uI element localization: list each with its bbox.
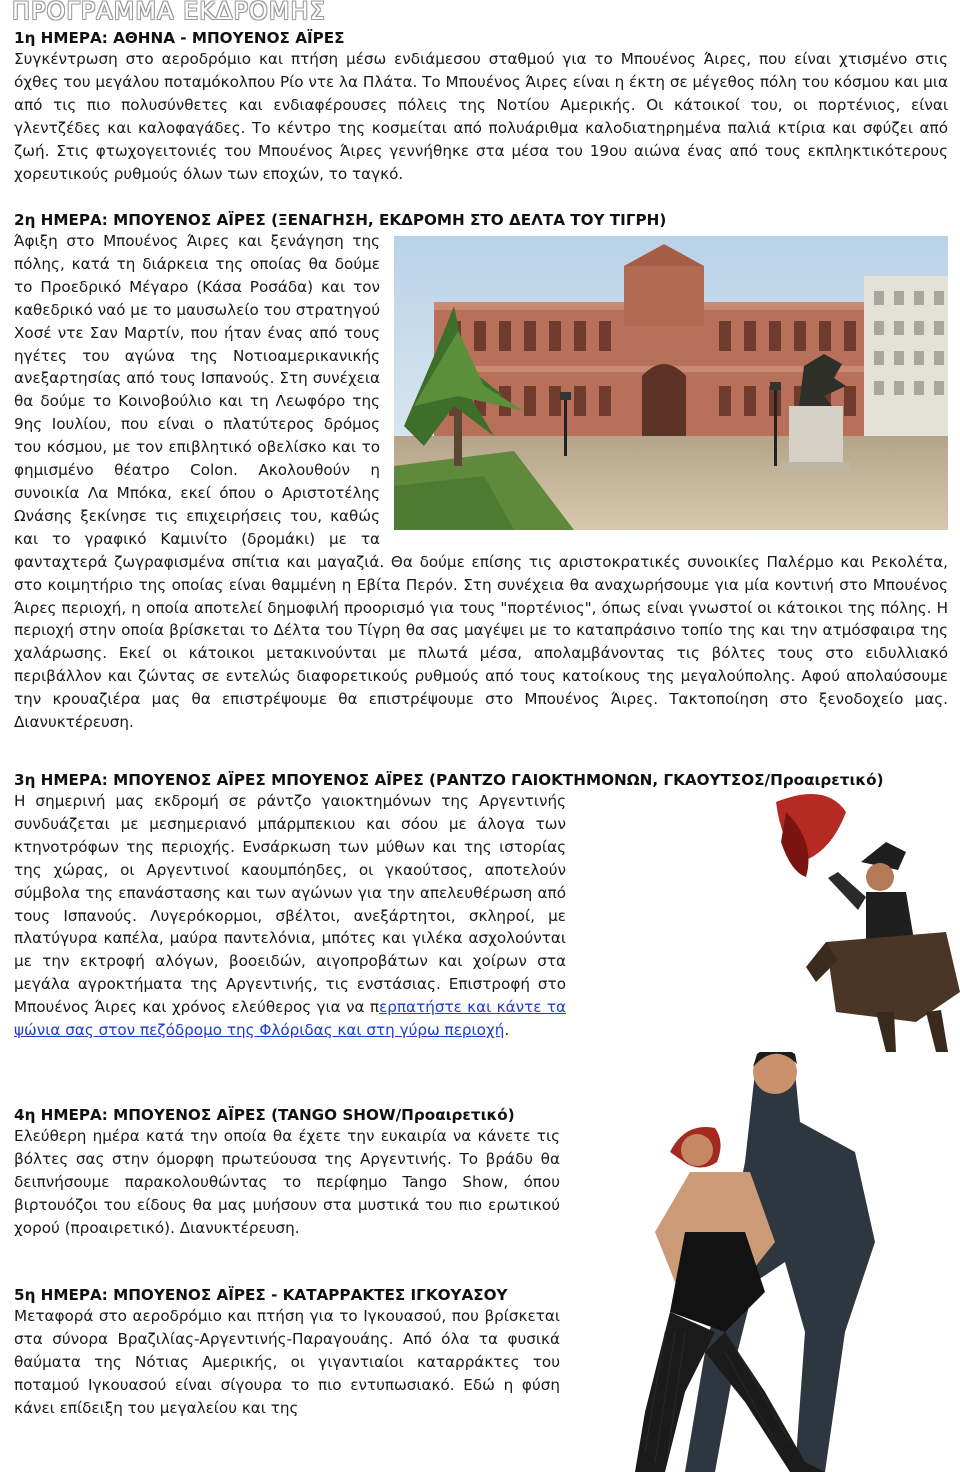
day-1-section: [14, 28, 948, 185]
casa-rosada-illustration: [394, 236, 948, 530]
gaucho-photo: [576, 782, 960, 1092]
tango-dancers-illustration: [575, 1032, 960, 1475]
day-5-text: Μεταφορά στο αεροδρόμιο και πτήση για το Ιγκουασού, που βρίσκεται στα σύνορα Βραζιλίας-Αργεντινής-Παραγουάης. Από όλα τα φυσικά θαύματα της Νότιας Αμερικής, οι γιγαντιαίοι καταρράκτες του ποταμού Ιγκουασού είναι σίγουρα το πιο εντυπωσιακό. Εδώ η φύση κάνει επίδειξη του μεγαλείου και της: [14, 1307, 560, 1417]
tango-dancers-photo: [575, 1032, 960, 1475]
program-banner: ΠΡΟΓΡΑΜΜΑ ΕΚΔΡΟΜΗΣ: [12, 0, 326, 25]
casa-rosada-photo: [394, 236, 948, 530]
day-4-text: Ελεύθερη ημέρα κατά την οποία θα έχετε την ευκαιρία να κάνετε τις βόλτες σας στην όμορφη πρωτεύουσα της Αργεντινής. Το βράδυ θα δειπνήσουμε παρακολουθώντας το περίφημο Tango Show, όπου βιρτουόζοι του είδους θα μας μυήσουν στα μυστικά του πιο ερωτικού χορού (προαιρετικό). Διανυκτέρευση.: [14, 1127, 560, 1237]
day-1-text: Συγκέντρωση στο αεροδρόμιο και πτήση μέσω ενδιάμεσου σταθμού για το Μπουένος Άιρες, που είναι χτισμένο στις όχθες του μεγάλου ποταμόκολπου Ρίο ντε λα Πλάτα. Το Μπουένος Άιρες είναι η έκτη σε μέγεθος πόλη του κόσμου και μια από τις πιο πολυσύνθετες και ενδιαφέρουσες πόλεις της Νοτίου Αμερικής. Οι κάτοικοί του, οι πορτένιος, είναι γλεντζέδες και καλοφαγάδες. Το κέντρο της κοσμείται από πολυάριθμα καλοδιατηρημένα παλιά κτίρια και σφύζει από ζωή. Στις φτωχογειτονιές του Μπουένος Άιρες γεννήθηκε στα μέσα του 19ου αιώνα ένας από τους εκπληκτικότερους χορευτικούς ρυθμούς όλων των εποχών, το ταγκό.: [14, 50, 948, 183]
day-3-title: 3η ΗΜΕΡΑ: ΜΠΟΥΕΝΟΣ ΑΪΡΕΣ ΜΠΟΥΕΝΟΣ ΑΪΡΕΣ (ΡΑΝΤΖΟ ΓΑΙΟΚΤΗΜΟΝΩΝ, ΓΚΑΟΥΤΣΟΣ/Προαιρετικό): [14, 771, 884, 789]
day-5-title: 5η ΗΜΕΡΑ: ΜΠΟΥΕΝΟΣ ΑΪΡΕΣ - ΚΑΤΑΡΡΑΚΤΕΣ ΙΓΚΟΥΑΣΟΥ: [14, 1286, 508, 1304]
day-2-text: Άφιξη στο Μπουένος Άιρες και ξενάγηση της πόλης, κατά τη διάρκεια της οποίας θα δούμε το Προεδρικό Μέγαρο (Κάσα Ροσάδα) και τον καθεδρικό ναό με το μαυσωλείο του στρατηγού Χοσέ ντε Σαν Μαρτίν, που ήταν ένας από τους ηγέτες του αγώνα της Νοτιοαμερικανικής ανεξαρτησίας από τους Ισπανούς. Στη συνέχεια θα δούμε το Κοινοβούλιο και τη Λεωφόρο της 9ης Ιουλίου, που είναι ο πλατύτερος δρόμος του κόσμου, με τον επιβλητικό οβελίσκο και το φημισμένο θέατρο Colon. Ακολουθούν η συνοικία Λα Μπόκα, εκεί όπου ο Αριστοτέλης Ωνάσης ξεκίνησε τις επιχειρήσεις του, καθώς και το γραφικό Καμινίτο (δρομάκι) με τα φανταχτερά ζωγραφισμένα σπίτια και μαγαζιά. Θα δούμε επίσης τις αριστοκρατικές συνοικίες Παλέρμο και Ρεκολέτα, στο κοιμητήριο της οποίας είναι θαμμένη η Εβίτα Περόν. Στη συνέχεια θα αναχωρήσουμε για μία κοντινή στο Μπουένος Άιρες περιοχή, η οποία αποτελεί δημοφιλή προορισμό για τους "πορτένιος", όπως είναι γνωστοί οι κάτοικοι της πόλης. Η περιοχή στην οποία βρίσκεται το Δέλτα του Τίγρη θα σας μαγέψει με το καταπράσινο τοπίο της και την ατμόσφαιρα της χαλάρωσης. Εκεί οι κάτοικοι μετακινούνται με πλωτά μέσα, απολαμβάνοντας τις βόλτες τους στο ειδυλλιακό περιβάλλον και ζώντας σε εντελώς διαφορετικούς ρυθμούς από τους κατοίκους της μεγαλούπολης. Αφού απολαύσουμε την κρουαζιέρα μας θα επιστρέψουμε θα επιστρέψουμε στο Μπουένος Άιρες. Τακτοποίηση στο ξενοδοχείο μας. Διανυκτέρευση.: [14, 232, 948, 732]
gaucho-illustration: [576, 782, 960, 1052]
day-5-section: [14, 1285, 560, 1420]
day-3-section: [14, 770, 948, 1092]
day-4-section: [14, 1105, 560, 1240]
florida-street-link[interactable]: ερπατήστε και κάντε τα ψώνια σας στον πεζόδρομο της Φλόριδας και στη γύρω περιοχή: [14, 998, 566, 1040]
day-2-section: [14, 210, 948, 734]
day-2-title: 2η ΗΜΕΡΑ: ΜΠΟΥΕΝΟΣ ΑΪΡΕΣ (ΞΕΝΑΓΗΣΗ, ΕΚΔΡΟΜΗ ΣΤΟ ΔΕΛΤΑ ΤΟΥ ΤΙΓΡΗ): [14, 211, 667, 229]
day-1-title: 1η ΗΜΕΡΑ: ΑΘΗΝΑ - ΜΠΟΥΕΝΟΣ ΑΪΡΕΣ: [14, 29, 345, 47]
day-4-title: 4η ΗΜΕΡΑ: ΜΠΟΥΕΝΟΣ ΑΪΡΕΣ (TANGO SHOW/Προαιρετικό): [14, 1106, 515, 1124]
day-3-text-tail: .: [504, 1021, 510, 1040]
day-3-text-main: Η σημερινή μας εκδρομή σε ράντζο γαιοκτημόνων της Αργεντινής συνδυάζεται με μεσημεριανό μπάρμπεκιου και σόου με άλογα των κτηνοτρόφων της περιοχής. Ενσάρκωση των μύθων και της ιστορίας της χώρας, οι Αργεντινοί καουμπόηδες, οι γκαούτσος, αποτελούν σύμβολα της επανάστασης και των αγώνων για την απελευθέρωση από τους Ισπανούς. Λυγερόκορμοι, σβέλτοι, ανεξάρτητοι, σκληροί, με πλατύγυρα καπέλα, μαύρα παντελόνια, μπότες και γιλέκα ασχολούνται με την εκτροφή αλόγων, βοοειδών, αιγοπροβάτων και χοίρων στα μεγάλα αγροκτήματα της Αργεντινής, τις ενστάσιας. Επιστροφή στο Μπουένος Άιρες και χρόνος ελεύθερος για να π: [14, 792, 566, 1017]
